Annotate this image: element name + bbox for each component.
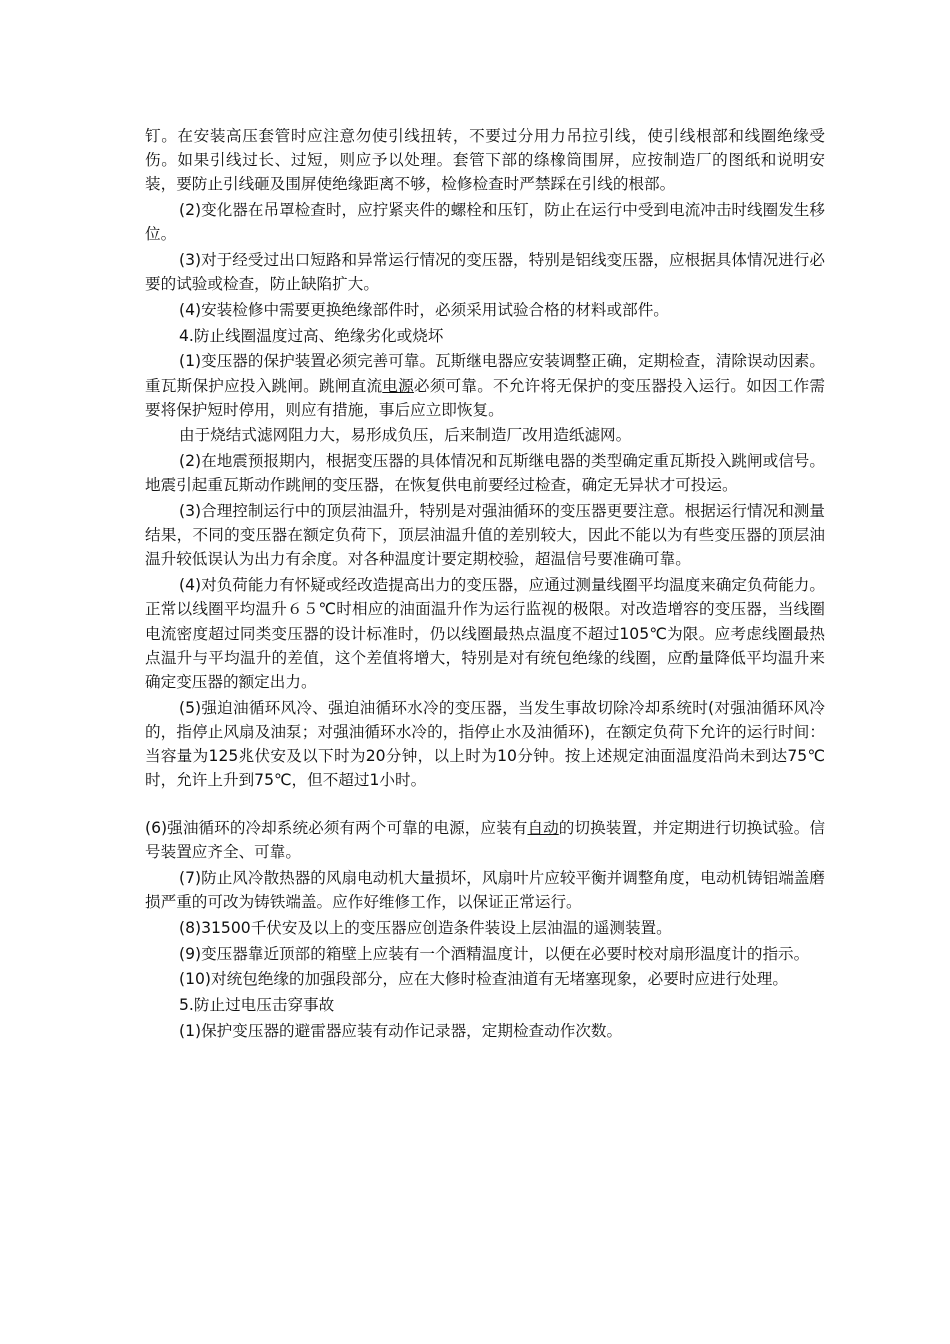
body-paragraph (145, 298, 825, 322)
body-paragraph (145, 1019, 825, 1043)
body-paragraph (145, 248, 825, 296)
document-body (145, 124, 825, 1043)
paragraph-text: (9)变压器靠近顶部的箱壁上应装有一个酒精温度计，以便在必要时校对扇形温度计的指示。 (179, 944, 810, 963)
body-paragraph (145, 499, 825, 572)
paragraph-text: 必须可靠。不允许将无保护的变压器投入运行。如因工作需要将保护短时停用，则应有措施，事后应立即恢复。 (145, 376, 825, 419)
paragraph-text: (1)变压器的保护装置必须完善可靠。瓦斯继电器应安装调整正确，定期检查，清除误动因素。重瓦斯保护应投入跳闸。跳闸直流 (145, 352, 825, 395)
underlined-term[interactable]: 电源 (382, 376, 414, 395)
paragraph-spacer (145, 794, 825, 816)
body-paragraph (145, 198, 825, 246)
paragraph-text: (2)变化器在吊罩检查时，应拧紧夹件的螺栓和压钉，防止在运行中受到电流冲击时线圈发生移位。 (145, 201, 825, 244)
paragraph-text: (1)保护变压器的避雷器应装有动作记录器，定期检查动作次数。 (179, 1021, 623, 1040)
paragraph-text: (8)31500千伏安及以上的变压器应创造条件装设上层油温的遥测装置。 (179, 918, 672, 937)
body-paragraph (145, 423, 825, 447)
paragraph-text: (3)对于经受过出口短路和异常运行情况的变压器，特别是铝线变压器，应根据具体情况进行必要的试验或检查，防止缺陷扩大。 (145, 251, 825, 294)
section-heading (145, 324, 825, 348)
paragraph-text: 钉。在安装高压套管时应注意勿使引线扭转，不要过分用力吊拉引线，使引线根部和线圈绝缘受伤。如果引线过长、过短，则应予以处理。套管下部的绦橡筒围屏，应按制造厂的图纸和说明安装，要防止引线砸及围屏使绝缘距离不够，检修检查时严禁踩在引线的根部。 (145, 127, 825, 194)
body-paragraph (145, 916, 825, 940)
body-paragraph (145, 942, 825, 966)
paragraph-text: 4.防止线圈温度过高、绝缘劣化或烧坏 (179, 326, 444, 345)
section-heading (145, 993, 825, 1017)
paragraph-text: 由于烧结式滤网阻力大，易形成负压，后来制造厂改用造纸滤网。 (179, 426, 632, 445)
paragraph-text: (10)对统包绝缘的加强段部分，应在大修时检查油道有无堵塞现象，必要时应进行处理。 (179, 970, 788, 989)
paragraph-text: 的切换装置，并定期进行切换试验。信号装置应齐全、可靠。 (145, 818, 825, 862)
paragraph-text: (6)强油循环的冷却系统必须有两个可靠的电源，应装有 (145, 818, 528, 837)
body-paragraph (145, 816, 825, 864)
document-page (145, 124, 825, 1044)
body-paragraph (145, 967, 825, 991)
underlined-term[interactable]: 自动 (527, 818, 559, 837)
paragraph-text: (7)防止风冷散热器的风扇电动机大量损坏，风扇叶片应较平衡并调整角度，电动机铸铝端盖磨损严重的可改为铸铁端盖。应作好维修工作，以保证正常运行。 (145, 868, 825, 912)
body-paragraph (145, 349, 825, 422)
body-paragraph (145, 124, 825, 197)
paragraph-text: (4)对负荷能力有怀疑或经改造提高出力的变压器，应通过测量线圈平均温度来确定负荷能力。正常以线圈平均温升６５℃时相应的油面温升作为运行监视的极限。对改造增容的变压器，当线圈电流密度超过同类变压器的设计标准时，仍以线圈最热点温度不超过105℃为限。应考虑线圈最热点温升与平均温升的差值，这个差值将增大，特别是对有统包绝缘的线圈，应酌量降低平均温升来确定变压器的额定出力。 (145, 576, 825, 691)
paragraph-text: (2)在地震预报期内，根据变压器的具体情况和瓦斯继电器的类型确定重瓦斯投入跳闸或信号。地震引起重瓦斯动作跳闸的变压器，在恢复供电前要经过检查，确定无异状才可投运。 (145, 452, 825, 495)
body-paragraph (145, 449, 825, 497)
paragraph-text: 5.防止过电压击穿事故 (179, 995, 335, 1014)
body-paragraph (145, 696, 825, 793)
body-paragraph (145, 573, 825, 694)
body-paragraph (145, 866, 825, 914)
paragraph-text: (4)安装检修中需要更换绝缘部件时，必须采用试验合格的材料或部件。 (179, 300, 669, 319)
paragraph-text: (3)合理控制运行中的顶层油温升，特别是对强油循环的变压器更要注意。根据运行情况和测量结果，不同的变压器在额定负荷下，顶层油温升值的差别较大，因此不能以为有些变压器的顶层油温升较低误认为出力有余度。对各种温度计要定期校验，超温信号要准确可靠。 (145, 502, 825, 569)
paragraph-text: (5)强迫油循环风冷、强迫油循环水冷的变压器，当发生事故切除冷却系统时(对强油循环风冷的，指停止风扇及油泵；对强油循环水冷的，指停止水及油循环)，在额定负荷下允许的运行时间：当容量为125兆伏安及以下时为20分钟，以上时为10分钟。按上述规定油面温度沿尚未到达75℃时，允许上升到75℃，但不超过1小时。 (145, 698, 825, 790)
